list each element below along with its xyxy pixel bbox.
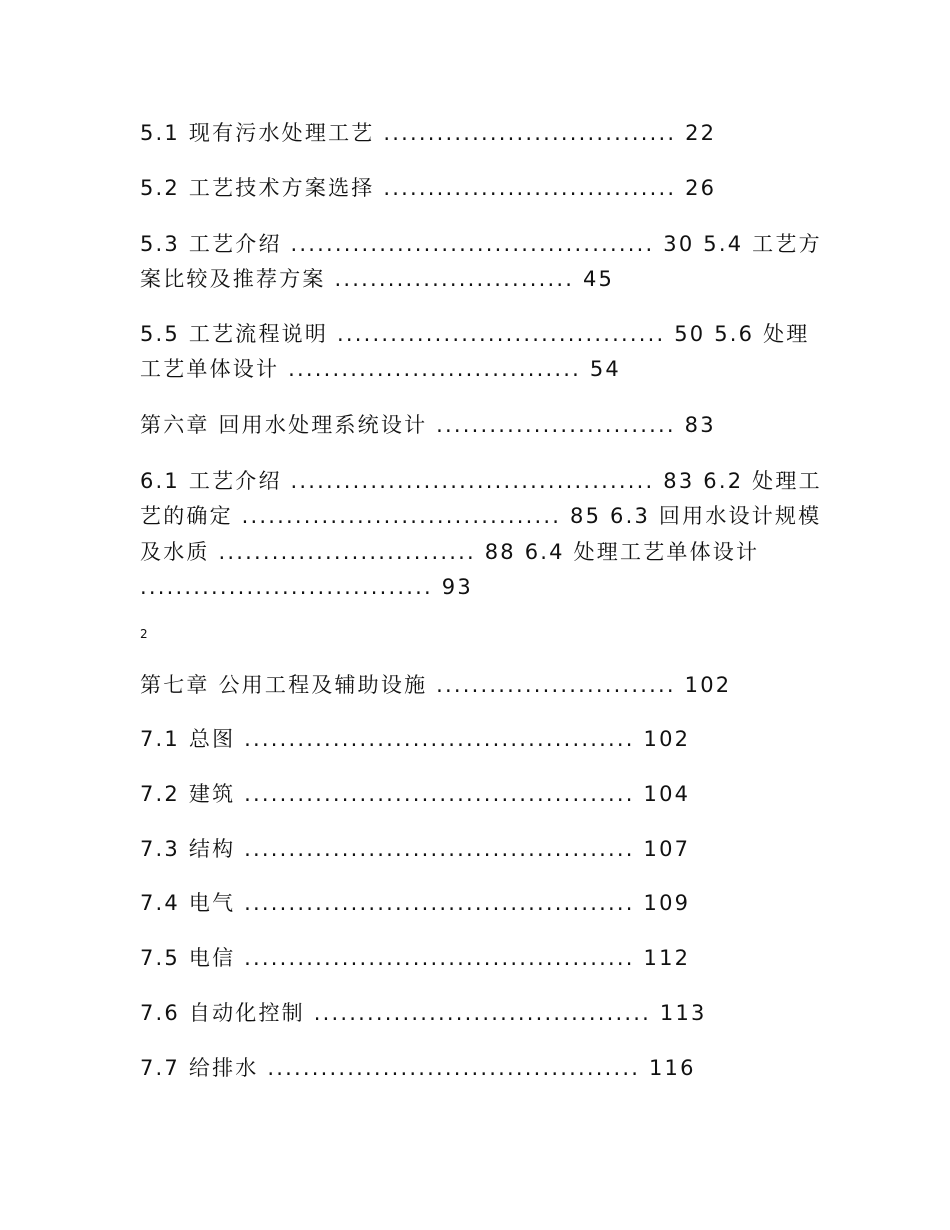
toc-entry-6-2-cont: 艺的确定 .................................... 85 6.3 回用水设计规模 (140, 504, 822, 528)
toc-entry-6-3-cont: 及水质 ............................. 88 6.4 处理工艺单体设计 (140, 540, 760, 564)
toc-entry-5-3: 5.3 工艺介绍 ......................................... 30 5.4 工艺方 (140, 232, 822, 256)
page-number: 2 (140, 627, 148, 641)
toc-entry-7-4: 7.4 电气 ............................................ 109 (140, 891, 691, 915)
toc-entry-5-5: 5.5 工艺流程说明 ..................................... 50 5.6 处理 (140, 322, 810, 346)
toc-entry-chapter-6: 第六章 回用水处理系统设计 ........................... 83 (140, 413, 716, 437)
toc-entry-5-1: 5.1 现有污水处理工艺 ................................. 22 (140, 121, 717, 145)
toc-entry-7-2: 7.2 建筑 ............................................ 104 (140, 782, 691, 806)
toc-entry-6-1: 6.1 工艺介绍 ......................................... 83 6.2 处理工 (140, 469, 822, 493)
toc-entry-7-5: 7.5 电信 ............................................ 112 (140, 946, 691, 970)
toc-entry-7-3: 7.3 结构 ............................................ 107 (140, 837, 691, 861)
toc-entry-5-4-cont: 案比较及推荐方案 ........................... 45 (140, 267, 615, 291)
toc-entry-chapter-7: 第七章 公用工程及辅助设施 ........................... 102 (140, 673, 732, 697)
toc-entry-7-1: 7.1 总图 ............................................ 102 (140, 727, 691, 751)
toc-entry-7-7: 7.7 给排水 .......................................... 116 (140, 1056, 696, 1080)
toc-entry-5-6-cont: 工艺单体设计 ................................. 54 (140, 357, 621, 381)
toc-entry-5-2: 5.2 工艺技术方案选择 ................................. 26 (140, 176, 717, 200)
toc-entry-6-4-cont: ................................. 93 (140, 575, 473, 599)
toc-entry-7-6: 7.6 自动化控制 ...................................... 113 (140, 1001, 707, 1025)
